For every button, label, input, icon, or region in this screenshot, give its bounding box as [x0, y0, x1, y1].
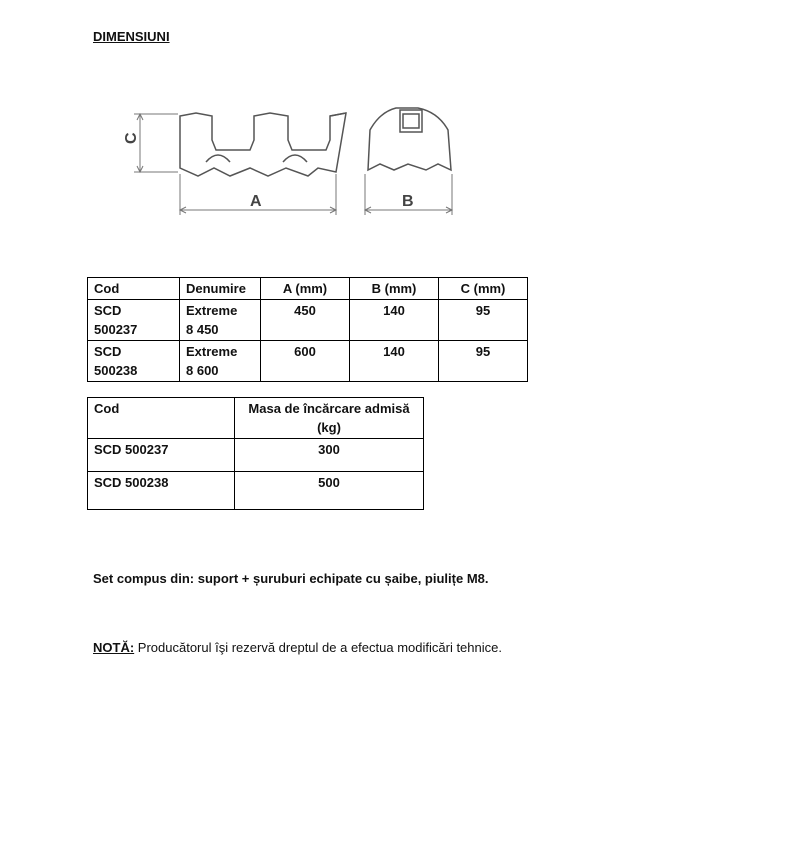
cell-mass: 500 [235, 472, 424, 510]
note-label: NOTĂ: [93, 640, 135, 655]
set-contents-text: Set compus din: suport + șuruburi echipate cu șaibe, piulițe M8. [93, 571, 489, 586]
cell-a: 450 [261, 300, 350, 341]
table-row [88, 300, 528, 341]
cell-cod: SCD 500237 [88, 300, 180, 341]
cell-c: 95 [439, 341, 528, 382]
header-mass: Masa de încărcare admisă (kg) [235, 398, 424, 439]
dimension-label-a: A [250, 193, 262, 210]
table-row [88, 472, 424, 510]
cell-b: 140 [350, 341, 439, 382]
cell-denumire: Extreme 8 450 [180, 300, 261, 341]
table-header-row [88, 278, 528, 300]
table-header-row [88, 398, 424, 439]
cell-mass: 300 [235, 439, 424, 472]
cell-c: 95 [439, 300, 528, 341]
header-denumire: Denumire [180, 278, 261, 300]
section-heading: DIMENSIUNI [93, 29, 170, 44]
cell-cod: SCD 500238 [88, 472, 235, 510]
note-text: Producătorul îşi rezervă dreptul de a efectua modificări tehnice. [134, 640, 502, 655]
header-a: A (mm) [261, 278, 350, 300]
header-b: B (mm) [350, 278, 439, 300]
cell-denumire: Extreme 8 600 [180, 341, 261, 382]
header-c: C (mm) [439, 278, 528, 300]
note-paragraph [93, 640, 502, 655]
header-cod: Cod [88, 398, 235, 439]
dimensions-table [87, 277, 528, 382]
cell-cod: SCD 500237 [88, 439, 235, 472]
table-row [88, 341, 528, 382]
dimension-label-c: C [123, 132, 140, 144]
table-row [88, 439, 424, 472]
cell-cod: SCD 500238 [88, 341, 180, 382]
load-table [87, 397, 424, 510]
cell-a: 600 [261, 341, 350, 382]
header-cod: Cod [88, 278, 180, 300]
dimension-label-b: B [402, 193, 414, 210]
dimension-drawing [118, 100, 468, 225]
cell-b: 140 [350, 300, 439, 341]
